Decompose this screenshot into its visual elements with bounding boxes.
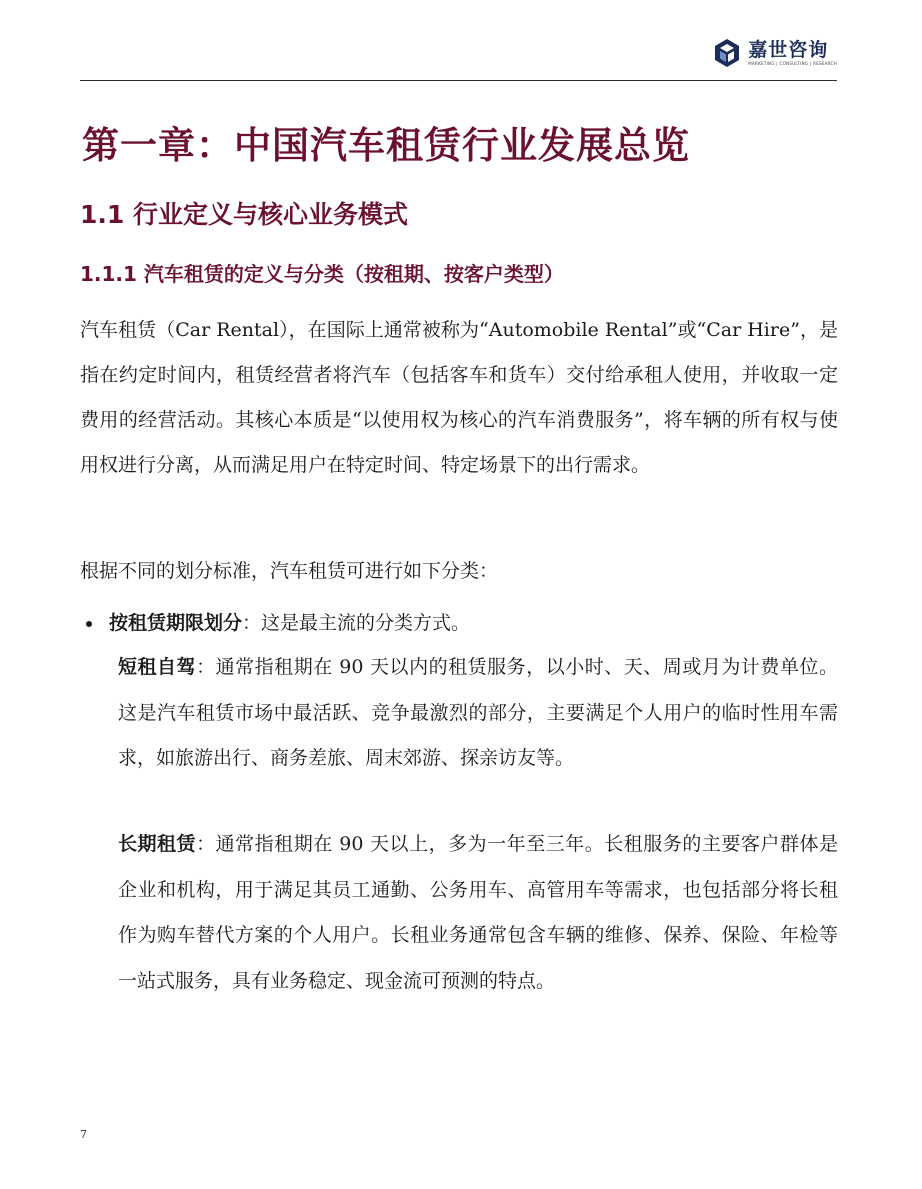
section-title: 1.1 行业定义与核心业务模式 (80, 200, 408, 229)
subsection-title: 1.1.1 汽车租赁的定义与分类（按租期、按客户类型） (80, 262, 564, 286)
short-term-rental-paragraph (118, 645, 838, 782)
page-number: 7 (80, 1128, 87, 1141)
logo-name: 嘉世咨询 (748, 39, 829, 61)
long-term-term: 长期租赁 (118, 833, 197, 855)
long-term-text: ：通常指租期在 90 天以上，多为一年至三年。长租服务的主要客户群体是企业和机构，用于满足其员工通勤、公务用车、高管用车等需求，也包括部分将长租作为购车替代方案的个人用户。长租业务通常包含车辆的维修、保养、保险、年检等一站式服务，具有业务稳定、现金流可预测的特点。 (118, 833, 838, 992)
long-term-rental-paragraph (118, 822, 838, 1004)
bullet-dot-icon (86, 621, 92, 627)
header-divider (80, 80, 837, 81)
page-header (80, 36, 837, 81)
classification-intro: 根据不同的划分标准，汽车租赁可进行如下分类： (80, 560, 499, 582)
bullet-text: ：这是最主流的分类方式。 (242, 612, 471, 634)
logo-tagline: MARKETING | CONSULTING | RESEARCH (748, 61, 837, 66)
short-term-text: ：通常指租期在 90 天以内的租赁服务，以小时、天、周或月为计费单位。这是汽车租赁市场中最活跃、竞争最激烈的部分，主要满足个人用户的临时性用车需求，如旅游出行、商务差旅、周末郊游、探亲访友等。 (118, 656, 838, 769)
bullet-item-by-term (84, 601, 838, 646)
short-term-term: 短租自驾 (118, 656, 197, 678)
bullet-term: 按租赁期限划分 (109, 612, 243, 634)
chapter-title: 第一章：中国汽车租赁行业发展总览 (82, 123, 690, 167)
company-logo-icon (712, 38, 742, 68)
intro-paragraph: 汽车租赁（Car Rental），在国际上通常被称为“Automobile Rental”或“Car Hire”，是指在约定时间内，租赁经营者将汽车（包括客车和货车）交付给承租人使用，并收取一定费用的经营活动。其核心本质是“以使用权为核心的汽车消费服务”，将车辆的所有权与使用权进行分离，从而满足用户在特定时间、特定场景下的出行需求。 (80, 319, 838, 476)
company-logo (712, 38, 837, 68)
